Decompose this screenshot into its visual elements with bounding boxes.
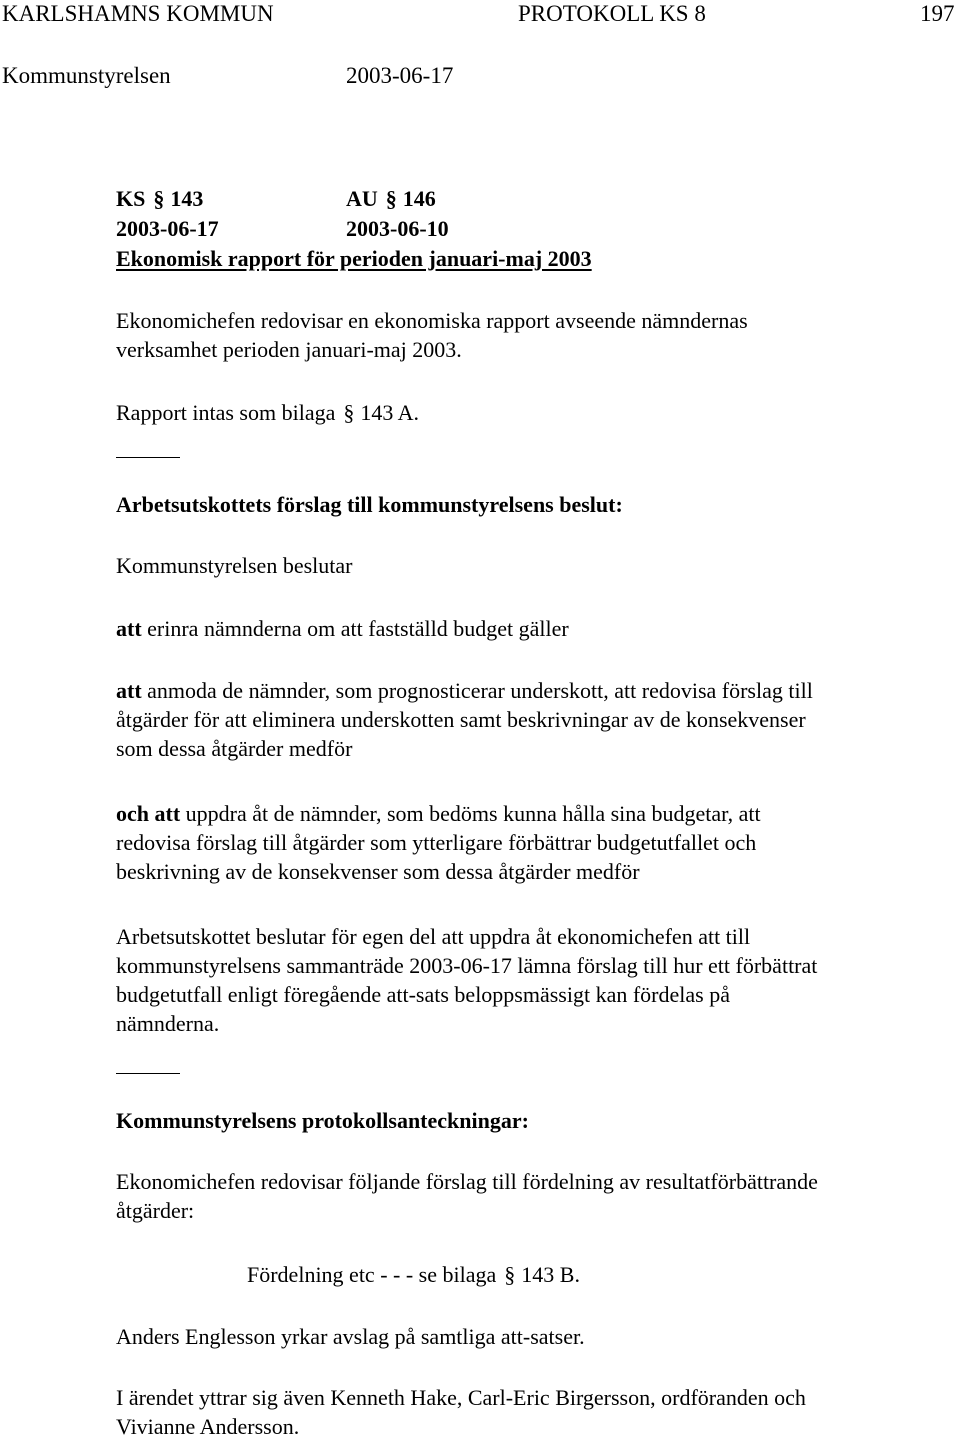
au-decision-line: nämnderna. [116,1011,220,1036]
header-date: 2003-06-17 [346,63,454,88]
section-symbol: § [504,1262,516,1287]
distribution-prefix: Fördelning etc - - - se bilaga [247,1262,497,1287]
attachment-ref: 143 A. [360,400,420,425]
att-clause-text: redovisa förslag till åtgärder som ytterligare förbättrar budgetutfallet och [116,830,757,855]
notes-heading: Kommunstyrelsens protokollsanteckningar: [116,1108,529,1133]
ks-label: KS [116,186,146,211]
section-symbol: § [153,186,165,211]
au-decision-line: Arbetsutskottet beslutar för egen del att uppdra åt ekonomichefen att till [116,924,751,949]
divider [116,457,180,458]
intro-line: verksamhet perioden januari-maj 2003. [116,337,462,362]
org-name: KARLSHAMNS KOMMUN [2,1,274,26]
divider [116,1073,180,1074]
distribution-ref: 143 B. [521,1262,580,1287]
att-clause-1 [116,614,569,643]
section-symbol: § [385,186,397,211]
att-keyword: att [116,678,142,703]
speakers-paragraph [116,1383,956,1441]
notes-line: åtgärder: [116,1198,195,1223]
att-keyword: och att [116,801,181,826]
au-decision-line: budgetutfall enligt föregående att-sats beloppsmässigt kan fördelas på [116,982,730,1007]
attachment-note [116,398,419,427]
ks-date: 2003-06-17 [116,216,219,241]
att-clause-text: uppdra åt de nämnder, som bedöms kunna hålla sina budgetar, att [180,801,761,826]
speakers-line: I ärendet yttrar sig även Kenneth Hake, Carl-Eric Birgersson, ordföranden och [116,1385,806,1410]
au-label: AU [346,186,378,211]
proposal-heading: Arbetsutskottets förslag till kommunstyrelsens beslut: [116,492,623,517]
case-title: Ekonomisk rapport för perioden januari-maj 2003 [116,246,592,271]
decides-line: Kommunstyrelsen beslutar [116,553,353,578]
notes-paragraph [116,1167,956,1225]
ks-number: 143 [170,186,204,211]
au-number: 146 [402,186,436,211]
intro-line: Ekonomichefen redovisar en ekonomiska rapport avseende nämndernas [116,308,748,333]
att-clause-text: beskrivning av de konsekvenser som dessa åtgärder medför [116,859,640,884]
att-keyword: att [116,616,142,641]
au-decision-line: kommunstyrelsens sammanträde 2003-06-17 lämna förslag till hur ett förbättrat [116,953,818,978]
intro-paragraph [116,306,956,364]
distribution-note [247,1260,580,1289]
au-reference [346,184,436,213]
ks-reference [116,184,203,213]
att-clause-text: som dessa åtgärder medför [116,736,353,761]
att-clause-text: åtgärder för att eliminera underskotten samt beskrivningar av de konsekvenser [116,707,806,732]
att-clause-text: anmoda de nämnder, som prognosticerar underskott, att redovisa förslag till [141,678,813,703]
speakers-line: Vivianne Andersson. [116,1414,300,1439]
au-date: 2003-06-10 [346,216,449,241]
att-clause-3 [116,799,956,886]
page-number: 197 [920,1,955,26]
att-clause-text: erinra nämnderna om att fastställd budget gäller [141,616,569,641]
att-clause-2 [116,676,956,763]
au-decision-paragraph [116,922,956,1038]
header-body-name: Kommunstyrelsen [2,63,171,88]
section-symbol: § [343,400,355,425]
motion-line: Anders Englesson yrkar avslag på samtliga att-satser. [116,1324,585,1349]
notes-line: Ekonomichefen redovisar följande förslag till fördelning av resultatförbättrande [116,1169,818,1194]
protocol-title: PROTOKOLL KS 8 [518,1,706,26]
attachment-prefix: Rapport intas som bilaga [116,400,336,425]
